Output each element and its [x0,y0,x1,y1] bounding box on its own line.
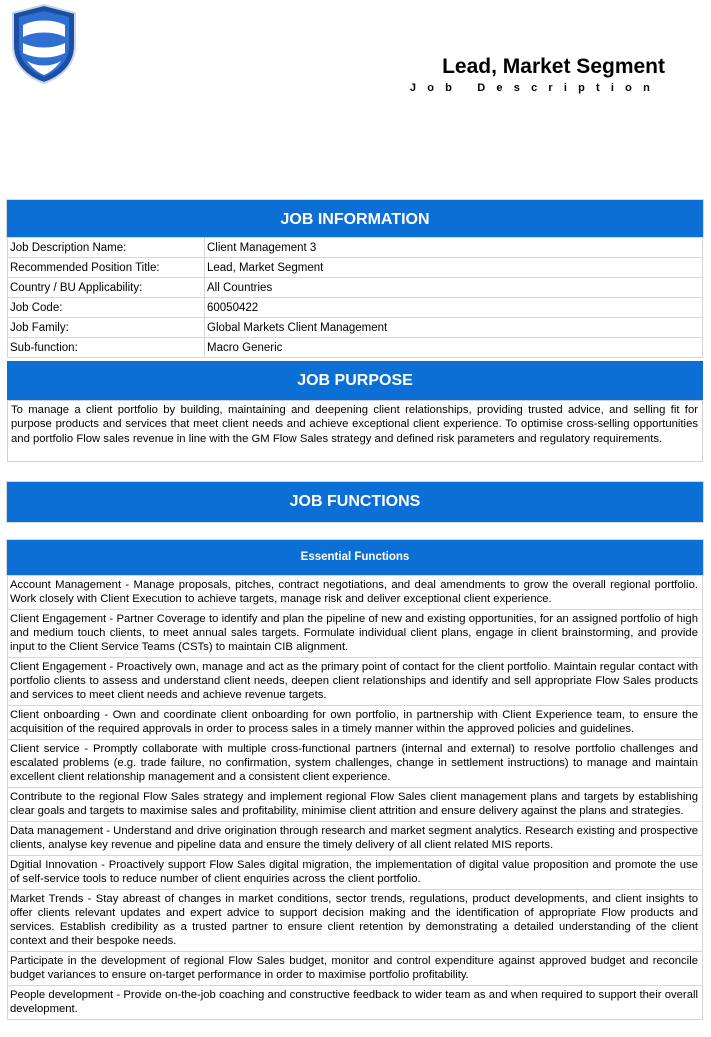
info-value: Global Markets Client Management [205,318,703,338]
info-value: All Countries [205,278,703,298]
table-row [8,258,703,278]
job-information-heading: JOB INFORMATION [7,200,703,237]
document-subtitle: Job Description [409,82,661,94]
info-key: Recommended Position Title: [8,258,205,278]
table-row [8,338,703,358]
info-value: 60050422 [205,298,703,318]
essential-functions-heading: Essential Functions [7,540,703,575]
list-item: Client service - Promptly collaborate with multiple cross-functional partners (internal and external) to resolve portfolio challenges and escalated problems (e.g. trade failure, no confirmation, system challenges, change in settlement instructions) to manage and maintain excellent client relationship management and a consistent client experience. [7,740,703,788]
list-item: Account Management - Manage proposals, pitches, contract negotiations, and deal amendments to grow the overall regional portfolio. Work closely with Client Execution to achieve targets, manage risk and deliver exceptional client experience. [7,575,703,610]
list-item: Client Engagement - Partner Coverage to identify and plan the pipeline of new and existing opportunities, for an assigned portfolio of high and medium touch clients, to meet annual sales targets. Formulate individual client plans, engage in client brainstorming, and provide input to the Client Service Teams (CSTs) to maintain CIB alignment. [7,610,703,658]
info-key: Job Description Name: [8,238,205,258]
info-value: Macro Generic [205,338,703,358]
info-value: Lead, Market Segment [205,258,703,278]
list-item: Market Trends - Stay abreast of changes in market conditions, sector trends, regulations, product developments, and client insights to offer clients relevant updates and expert advice to support decision making and the identification of appropriate Flow products and services. Establish credibility as a trusted partner to ensure client retention by demonstrating a detailed understanding of the client context and their bespoke needs. [7,890,703,952]
essential-functions-list [7,575,703,1020]
table-row [8,278,703,298]
info-value: Client Management 3 [205,238,703,258]
table-row [8,318,703,338]
list-item: Data management - Understand and drive origination through research and market segment analytics. Research existing and prospective clients, analyse key revenue and pipeline data and ensure the timely delivery of all client related MIS reports. [7,822,703,856]
job-purpose-heading: JOB PURPOSE [7,361,703,400]
document-title: Lead, Market Segment [442,55,665,78]
table-row [8,298,703,318]
list-item: People development - Provide on-the-job coaching and constructive feedback to wider team as and when required to support their overall development. [7,986,703,1020]
job-functions-heading: JOB FUNCTIONS [7,482,703,522]
info-key: Country / BU Applicability: [8,278,205,298]
info-key: Sub-function: [8,338,205,358]
job-information-table [7,237,703,358]
list-item: Dgitial Innovation - Proactively support Flow Sales digital migration, the implementation of digital value proposition and promote the use of self-service tools to reduce number of client enquiries across the client portfolio. [7,856,703,890]
list-item: Client Engagement - Proactively own, manage and act as the primary point of contact for the client portfolio. Maintain regular contact with portfolio clients to assess and understand client needs, deepen client relationships and identify and sell appropriate Flow Sales products and services to meet client needs and achieve revenue targets. [7,658,703,706]
list-item: Participate in the development of regional Flow Sales budget, monitor and control expenditure against approved budget and reconcile budget variances to ensure on-target performance in order to maximise portfolio profitability. [7,952,703,986]
list-item: Client onboarding - Own and coordinate client onboarding for own portfolio, in partnership with Client Experience team, to ensure the acquisition of the required approvals in order to process sales in a timely manner within the approved policies and guidelines. [7,706,703,740]
table-row [8,238,703,258]
job-purpose-text: To manage a client portfolio by building, maintaining and deepening client relationships, providing trusted advice, and selling fit for purpose products and services that meet client needs and achieve exceptional client experience. To optimise cross-selling opportunities and portfolio Flow sales revenue in line with the GM Flow Sales strategy and defined risk parameters and regulatory requirements. [7,400,703,462]
list-item: Contribute to the regional Flow Sales strategy and implement regional Flow Sales client management plans and targets by establishing clear goals and targets to maximise sales and profitability, minimise client attrition and ensure delivery against the plans and strategies. [7,788,703,822]
info-key: Job Family: [8,318,205,338]
bank-shield-logo [9,3,79,85]
info-key: Job Code: [8,298,205,318]
